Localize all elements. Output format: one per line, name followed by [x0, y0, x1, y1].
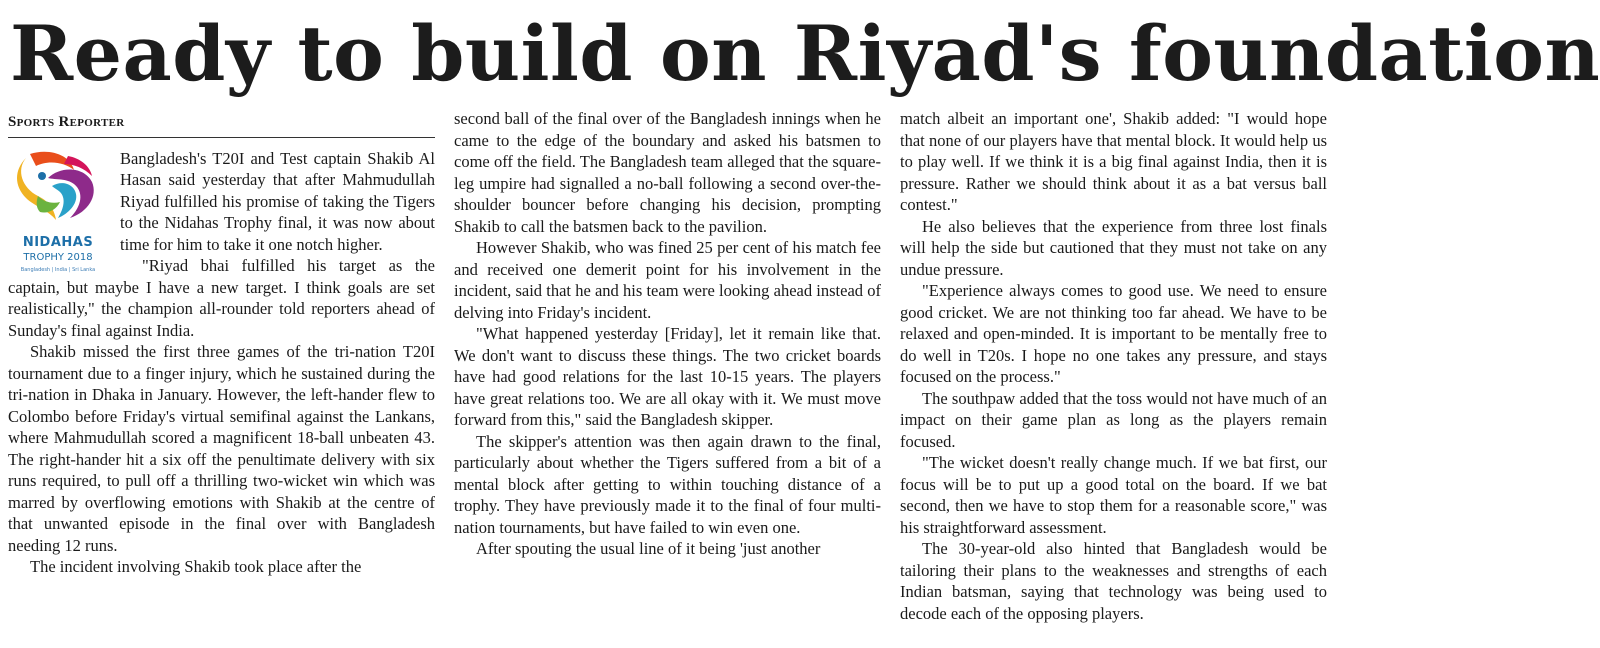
byline: Sports Reporter: [8, 108, 435, 138]
paragraph-11: The southpaw added that the toss would not have much of an impact on their game plan as long as the players remain focused.: [900, 388, 1327, 451]
paragraph-13: The 30-year-old also hinted that Bangladesh would be tailoring their plans to the weaknesses and strengths of each Indian batsman, saying that technology was being used to decode each of the opposing players.: [900, 539, 1327, 623]
paragraph-8-cont: match albeit an important one', Shakib added: "I would hope that none of our players have that mental block. It would help us to play well. If we think it is a big final against India, then it is pressure. Rather we should think about it as a bat versus ball contest.": [900, 109, 1327, 214]
paragraph-5: However Shakib, who was fined 25 per cent of his match fee and received one demerit point for his involvement in the incident, said that he and his team were looking ahead instead of delving into Friday's incident.: [454, 238, 881, 322]
paragraph-12: "The wicket doesn't really change much. If we bat first, our focus will be to put up a good total on the board. If we bat second, then we have to stop them for a reasonable score," was his straightforward assessment.: [900, 453, 1327, 537]
paragraph-10: "Experience always comes to good use. We need to ensure good cricket. We are not thinking too far ahead. We have to be relaxed and open-minded. It is important to be mentally free to do well in T20s. I hope no one takes any pressure, and stays focused on the process.": [900, 281, 1327, 386]
paragraph-4-cont: second ball of the final over of the Bangladesh innings when he came to the edge of the boundary and asked his batsmen to come off the field. The Bangladesh team alleged that the square-leg umpire had signalled a no-ball following a second over-the-shoulder bouncer before changing his decision, prompting Shakib to call the batsmen back to the pavilion.: [454, 109, 881, 236]
article-column-2: [454, 108, 881, 644]
nidahas-trophy-logo: [8, 148, 108, 273]
article-column-3: [900, 108, 1327, 644]
paragraph-6: "What happened yesterday [Friday], let it remain like that. We don't want to discuss these things. The two cricket boards have had good relations for the last 10-15 years. The players have great relations too. We are all okay with it. We must move forward from this," said the Bangladesh skipper.: [454, 324, 881, 429]
logo-text-nations: Bangladesh | India | Sri Lanka: [20, 266, 96, 273]
paragraph-7: The skipper's attention was then again drawn to the final, particularly about whether the Tigers suffered from a bit of a mental block after getting to within touching distance of a trophy. They have previously made it to the final of four multi-nation tournaments, but have failed to win even one.: [454, 431, 881, 537]
trophy-swirl-icon: [8, 148, 108, 232]
paragraph-8-start: After spouting the usual line of it being 'just another: [476, 539, 821, 558]
headline: Ready to build on Riyad's foundation: [10, 9, 1600, 98]
paragraph-4-start: The incident involving Shakib took place after the: [30, 557, 362, 576]
paragraph-2: "Riyad bhai fulfilled his target as the captain, but maybe I have a new target. I think goals are set realistically," the champion all-rounder told reporters ahead of Sunday's final against India.: [8, 256, 435, 340]
article-column-1: [8, 108, 435, 644]
paragraph-9: He also believes that the experience from three lost finals will help the side but cautioned that they must not take on any undue pressure.: [900, 216, 1327, 279]
paragraph-1: Bangladesh's T20I and Test captain Shakib Al Hasan said yesterday that after Mahmudullah Riyad fulfilled his promise of taking the Tigers to the Nidahas Trophy final, it was now about time for him to take it one notch higher.: [120, 148, 435, 254]
logo-text-trophy-year: TROPHY 2018: [23, 251, 93, 263]
paragraph-3: Shakib missed the first three games of the tri-nation T20I tournament due to a finger injury, which he sustained during the tri-nation in Dhaka in January. However, the left-hander flew to Colombo before Friday's virtual semifinal against the Lankans, where Mahmudullah scored a magnificent 18-ball unbeaten 43. The right-hander hit a six off the penultimate delivery with six runs required, to pull off a thrilling two-wicket win which was marred by overflowing emotions with Shakib at the centre of that unwanted episode in the final over with Bangladesh needing 12 runs.: [8, 342, 435, 555]
logo-text-nidahas: NIDAHAS: [22, 234, 94, 250]
